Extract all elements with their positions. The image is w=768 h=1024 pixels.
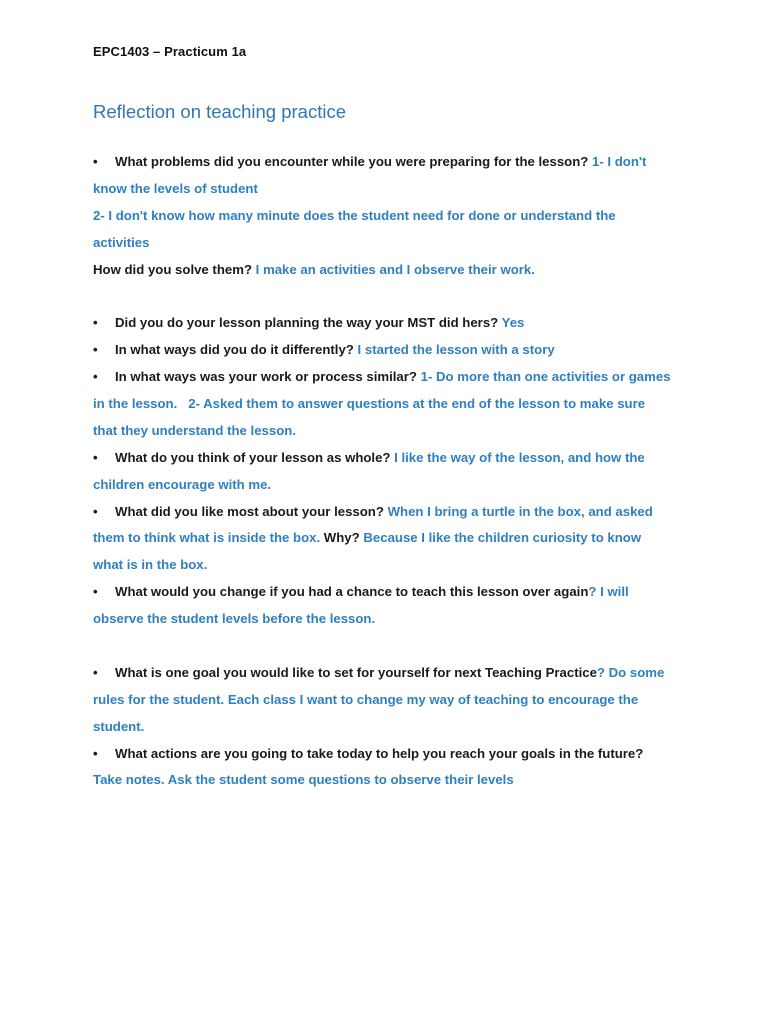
question-6: What did you like most about your lesson?: [115, 503, 388, 519]
answer-8-part-1: ? Do some: [596, 664, 665, 680]
answer-7-part-2: observe the student levels before the lesson.: [93, 611, 376, 627]
answer-4-part-1: 1- Do more than one activities or games: [420, 369, 671, 385]
answer-1-part-4: activities: [93, 234, 150, 250]
question-1-solve-line: [93, 257, 683, 284]
answer-5-part-1: I like the way of the lesson, and how the: [394, 449, 645, 465]
answer-line: [93, 525, 683, 552]
answer-line: [93, 767, 683, 794]
answer-line: [93, 606, 683, 633]
answer-line: [93, 203, 683, 230]
question-2: Did you do your lesson planning the way your MST did hers?: [115, 315, 502, 331]
answer-line: [93, 472, 683, 499]
answer-2: Yes: [501, 315, 525, 331]
answer-line: [93, 714, 683, 741]
spacer: [93, 283, 683, 310]
question-5-line: [93, 445, 683, 472]
answer-8-part-2: rules for the student. Each class I want to change my way of teaching to encourage the: [93, 691, 639, 707]
answer-line: [93, 230, 683, 257]
question-4: In what ways was your work or process similar?: [115, 369, 421, 385]
answer-4-part-2: in the lesson. 2- Asked them to answer questions at the end of the lesson to make sure: [93, 396, 646, 412]
answer-6-part-4: what is in the box.: [93, 557, 208, 573]
question-1-line: [93, 149, 683, 176]
question-5: What do you think of your lesson as whole?: [115, 449, 395, 465]
question-7-line: [93, 579, 683, 606]
answer-6-part-1: When I bring a turtle in the box, and asked: [387, 503, 653, 519]
question-3: In what ways did you do it differently?: [115, 342, 358, 358]
question-4-line: [93, 364, 683, 391]
answer-5-part-2: children encourage with me.: [93, 476, 272, 492]
bullet-icon: •: [93, 664, 98, 680]
bullet-icon: •: [93, 154, 98, 169]
answer-line: [93, 687, 683, 714]
question-9: What actions are you going to take today to help you reach your goals in the future?: [115, 745, 644, 761]
bullet-icon: •: [93, 745, 98, 761]
answer-4-part-3: that they understand the lesson.: [93, 422, 296, 438]
answer-1-solve: I make an activities and I observe their work.: [255, 261, 535, 277]
course-header: EPC1403 – Practicum 1a: [93, 44, 247, 59]
answer-line: [93, 176, 683, 203]
answer-9: Take notes. Ask the student some questions to observe their levels: [93, 772, 514, 788]
question-9-line: [93, 741, 683, 768]
answer-1-part-3: 2- I don't know how many minute does the student need for done or understand the: [93, 207, 616, 223]
page-title: Reflection on teaching practice: [93, 101, 346, 122]
bullet-icon: •: [93, 503, 98, 519]
spacer: [93, 633, 683, 660]
question-2-line: [93, 310, 683, 337]
answer-7-part-1: ? I will: [588, 584, 629, 600]
bullet-icon: •: [93, 584, 98, 600]
answer-line: [93, 552, 683, 579]
question-1: What problems did you encounter while you were preparing for the lesson?: [115, 154, 593, 169]
bullet-icon: •: [93, 449, 98, 465]
answer-6-part-3: Because I like the children curiosity to know: [363, 530, 642, 546]
bullet-icon: •: [93, 369, 98, 385]
answer-line: [93, 391, 683, 418]
answer-6-part-2: them to think what is inside the box.: [93, 530, 321, 546]
question-6-line: [93, 499, 683, 526]
answer-line: [93, 418, 683, 445]
bullet-icon: •: [93, 315, 98, 331]
answer-3: I started the lesson with a story: [357, 342, 555, 358]
answer-8-part-3: student.: [93, 718, 145, 734]
question-3-line: [93, 337, 683, 364]
question-7: What would you change if you had a chance to teach this lesson over again: [115, 584, 589, 600]
bullet-icon: •: [93, 342, 98, 358]
question-1-solve: How did you solve them?: [93, 261, 256, 277]
question-8-line: [93, 660, 683, 687]
question-8: What is one goal you would like to set for yourself for next Teaching Practice: [115, 664, 597, 680]
answer-1-part-1: 1- I don't: [592, 154, 647, 169]
answer-1-part-2: know the levels of student: [93, 180, 258, 196]
question-6-why: Why?: [320, 530, 364, 546]
reflection-body: [93, 149, 683, 794]
